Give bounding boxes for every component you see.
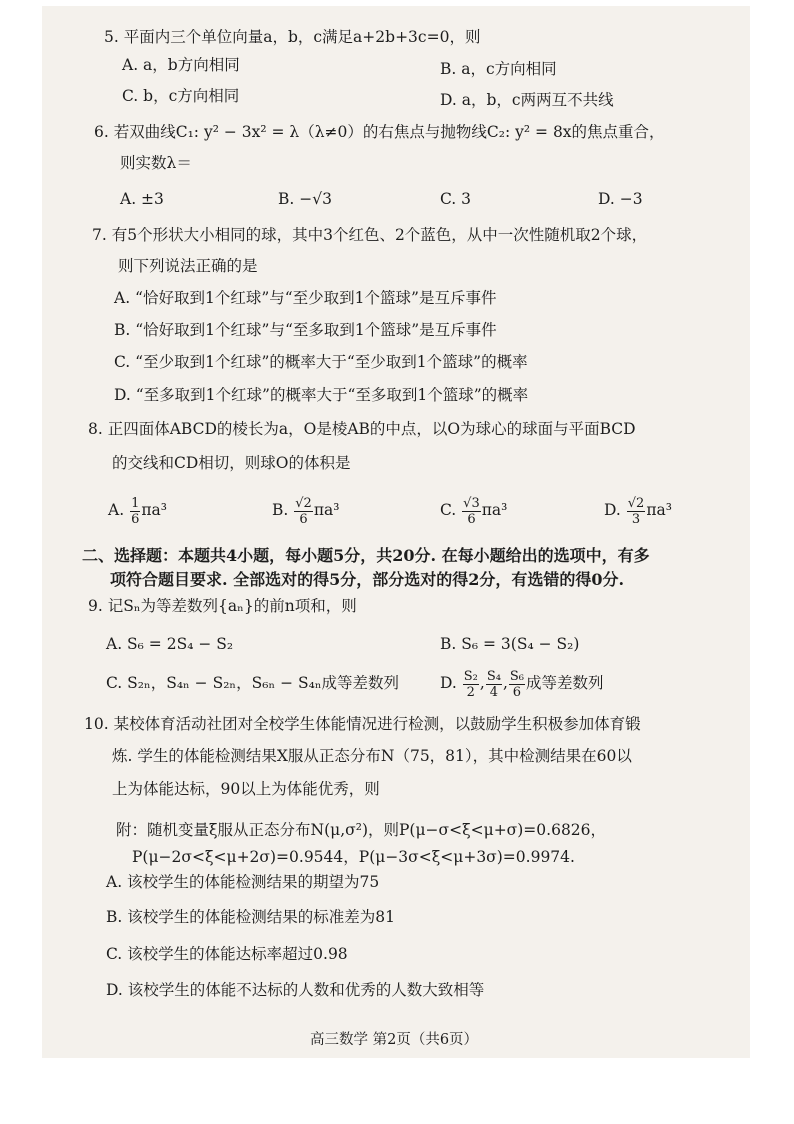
q8-option-b <box>272 487 339 533</box>
q8-option-c-label: C. <box>440 501 457 519</box>
q8-option-b-label: B. <box>272 501 289 519</box>
q5-option-b: B. a，c方向相同 <box>440 60 557 78</box>
q7-option-a: A. “恰好取到1个红球”与“至少取到1个篮球”是互斥事件 <box>114 289 497 307</box>
q10-option-a: A. 该校学生的体能检测结果的期望为75 <box>106 873 380 891</box>
q10-stem-line1: 10. 某校体育活动社团对全校学生体能情况进行检测，以鼓励学生积极参加体育锻 <box>84 715 641 733</box>
q7-stem-line1: 7. 有5个形状大小相同的球，其中3个红色、2个蓝色，从中一次性随机取2个球， <box>92 226 648 244</box>
q9-d-denominator-3: 6 <box>512 684 522 700</box>
q9-d-numerator-2: S₄ <box>486 668 501 684</box>
q10-option-d: D. 该校学生的体能不达标的人数和优秀的人数大致相等 <box>106 981 485 999</box>
q10-stem-line2: 炼. 学生的体能检测结果X服从正态分布N（75，81），其中检测结果在60以 <box>112 747 632 765</box>
q6-option-a: A. ±3 <box>120 190 164 208</box>
q10-option-b: B. 该校学生的体能检测结果的标准差为81 <box>106 908 395 926</box>
q6-stem-line2: 则实数λ＝ <box>120 154 192 172</box>
q8-d-numerator: √2 <box>627 495 645 511</box>
q8-option-a-fraction <box>130 496 140 527</box>
q5-option-d: D. a，b，c两两互不共线 <box>440 91 614 109</box>
q8-d-tail: πa³ <box>646 501 672 519</box>
q7-option-c: C. “至少取到1个红球”的概率大于“至少取到1个篮球”的概率 <box>114 353 528 371</box>
q9-d-fraction-3 <box>509 669 525 700</box>
section-2-header-line1: 二、选择题：本题共4小题，每小题5分，共20分. 在每小题给出的选项中，有多 <box>82 546 650 565</box>
section-2-header-line2: 项符合题目要求. 全部选对的得5分，部分选对的得2分，有选错的得0分. <box>110 570 625 589</box>
q9-d-fraction-1 <box>463 669 479 700</box>
q7-option-d: D. “至多取到1个红球”的概率大于“至多取到1个篮球”的概率 <box>114 386 529 404</box>
q8-stem-line1: 8. 正四面体ABCD的棱长为a，O是棱AB的中点，以O为球心的球面与平面BCD <box>88 420 636 438</box>
q7-stem-line2: 则下列说法正确的是 <box>118 257 258 275</box>
q9-d-fraction-2 <box>486 669 502 700</box>
q9-option-a: A. S₆ = 2S₄ − S₂ <box>106 635 234 653</box>
q8-b-numerator: √2 <box>295 495 312 511</box>
q5-stem: 5. 平面内三个单位向量a，b，c满足a+2b+3c=0，则 <box>104 28 481 46</box>
q10-stem-line3: 上为体能达标，90以上为体能优秀，则 <box>112 780 380 798</box>
q9-d-tail: 成等差数列 <box>526 674 604 692</box>
q10-note-line1: 附：随机变量ξ服从正态分布N(μ,σ²)，则P(μ−σ<ξ<μ+σ)=0.6826， <box>116 821 607 839</box>
q5-option-a: A. a，b方向相同 <box>122 56 240 74</box>
q9-option-c: C. S₂ₙ，S₄ₙ − S₂ₙ，S₆ₙ − S₄ₙ成等差数列 <box>106 674 400 692</box>
q8-option-d <box>604 487 672 533</box>
q8-option-c <box>440 487 507 533</box>
page-footer: 高三数学 第2页（共6页） <box>310 1032 479 1048</box>
q8-c-denominator: 6 <box>467 511 476 527</box>
q8-a-denominator: 6 <box>131 511 140 527</box>
q9-d-numerator-3: S₆ <box>509 668 524 684</box>
q8-option-b-fraction <box>294 496 313 527</box>
q6-option-d: D. −3 <box>598 190 643 208</box>
q8-option-c-fraction <box>462 496 481 527</box>
q8-c-numerator: √3 <box>463 495 480 511</box>
q9-d-denominator-1: 2 <box>466 684 475 700</box>
q8-a-tail: πa³ <box>141 501 167 519</box>
q8-a-numerator: 1 <box>131 495 140 511</box>
q10-option-c: C. 该校学生的体能达标率超过0.98 <box>106 945 348 963</box>
q9-option-d: D. $\frac{\text{S₂}}{2}$ , $\frac{\text{S₄}}{4}$ , $\frac{\text{S₆}}{6}$ 成等差数列 <box>440 668 604 700</box>
q9-option-b: B. S₆ = 3(S₄ − S₂) <box>440 635 580 653</box>
q10-note-line2: P(μ−2σ<ξ<μ+2σ)=0.9544，P(μ−3σ<ξ<μ+3σ)=0.9974. <box>132 848 575 866</box>
q9-option-d-label: D. <box>440 674 457 692</box>
q7-option-b: B. “恰好取到1个红球”与“至多取到1个篮球”是互斥事件 <box>114 321 497 339</box>
q9-d-denominator-2: 4 <box>489 684 499 700</box>
q6-option-c: C. 3 <box>440 190 472 208</box>
q6-option-b: B. −√3 <box>278 190 332 208</box>
q9-stem: 9. 记Sₙ为等差数列{aₙ}的前n项和，则 <box>88 597 357 615</box>
q8-option-a <box>108 487 167 533</box>
q9-d-numerator-1: S₂ <box>463 668 478 684</box>
q6-stem-line1: 6. 若双曲线C₁: y² − 3x² = λ（λ≠0）的右焦点与抛物线C₂: y² = 8x的焦点重合， <box>94 123 665 141</box>
q5-option-c: C. b，c方向相同 <box>122 87 240 105</box>
q8-option-d-label: D. <box>604 501 621 519</box>
q8-c-tail: πa³ <box>481 501 508 519</box>
q8-b-tail: πa³ <box>313 501 340 519</box>
q8-stem-line2: 的交线和CD相切，则球O的体积是 <box>112 454 351 472</box>
q8-d-denominator: 3 <box>631 511 641 527</box>
q8-option-d-fraction <box>627 496 646 527</box>
q8-b-denominator: 6 <box>299 511 308 527</box>
q8-option-a-label: A. <box>108 501 125 519</box>
